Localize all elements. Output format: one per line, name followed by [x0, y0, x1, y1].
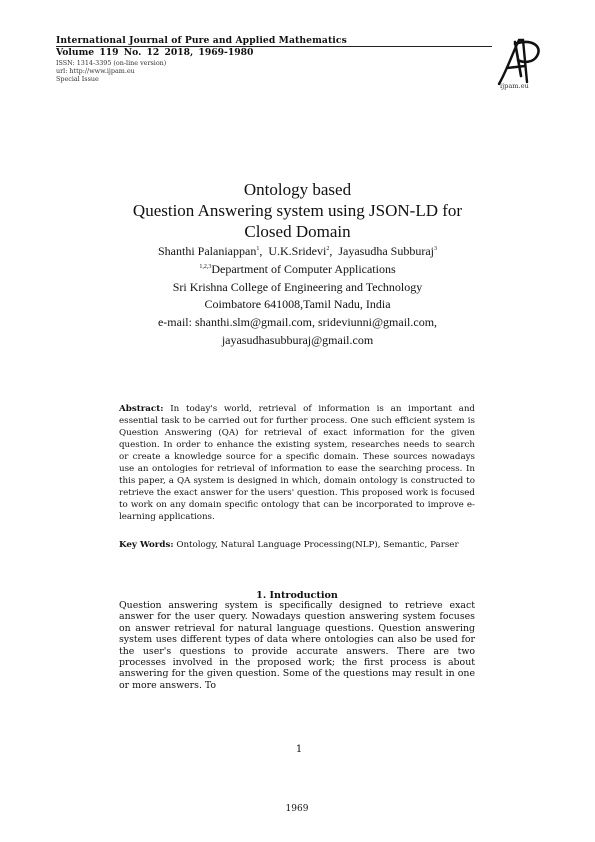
author-2: U.K.Sridevi — [268, 244, 327, 258]
author-3-affil: 3 — [433, 246, 437, 252]
author-1-affil: 1 — [256, 246, 260, 252]
abstract — [119, 403, 475, 523]
author-1: Shanthi Palaniappan — [158, 244, 257, 258]
author-names: Shanthi Palaniappan$^1$, U.K.Sridevi$^2$, Jayasudha Subburaj$^3$ — [158, 244, 437, 258]
page-number: 1 — [295, 744, 303, 755]
url-line: url: http://www.ijpam.eu — [56, 67, 135, 75]
section-heading: 1. Introduction — [256, 590, 338, 601]
issue-type: Special Issue — [56, 75, 99, 83]
location: Coimbatore 641008,Tamil Nadu, India — [204, 297, 391, 312]
title-line-2: Question Answering system using JSON-LD for — [132, 201, 463, 220]
author-2-affil: 2 — [326, 246, 330, 252]
journal-logo — [493, 36, 545, 88]
title-line-3: Closed Domain — [244, 222, 351, 241]
department-affil: 1,2,3 — [199, 263, 212, 270]
author-block — [60, 243, 535, 350]
logo-caption: ijpam.eu — [500, 82, 529, 90]
keywords-label: Key Words: — [119, 540, 174, 550]
email-line-2: jayasudhasubburaj@gmail.com — [221, 332, 374, 347]
paper-title — [60, 179, 535, 242]
keywords — [119, 536, 475, 554]
department: $^{1,2,3}$Department of Computer Applications — [199, 261, 396, 276]
title-line-1: Ontology based — [243, 180, 352, 199]
issn-line: ISSN: 1314-3395 (on-line version) — [56, 59, 167, 67]
email-line-1: e-mail: shanthi.slm@gmail.com, srideviunni@gmail.com, — [157, 315, 438, 330]
keywords-text: Ontology, Natural Language Processing(NLP), Semantic, Parser — [176, 540, 459, 550]
journal-name: International Journal of Pure and Applied Mathematics — [56, 35, 347, 46]
abstract-text: In today's world, retrieval of information is an important and essential task to be carried out for further process. One such efficient system is Question Answering (QA) for retrieval of exact information for the given question. In order to enhance the existing system, researches needs to search or create a knowledge source for a specific domain. These sources nowadays use an ontologies for retrieval of information to ease the searching process. In this paper, a QA system is designed in which, domain ontology is constructed to retrieve the exact answer for the users' question. This proposed work is focused to work on any domain specific ontology that can be incorporated to improve e-learning applications. — [119, 404, 475, 522]
section-body: Question answering system is specifically designed to retrieve exact answer for the user query. Nowadays question answering system focuses on answer retrieval for natural language questions. Question answering system uses different types of data where ontologies can also be used for the user's questions to provide accurate answers. There are two processes involved in the proposed work; the first process is about answering for the given question. Some of the questions may result in one or more answers. To — [119, 600, 475, 691]
abstract-label: Abstract: — [119, 404, 164, 414]
journal-page-number: 1969 — [285, 804, 309, 814]
author-3: Jayasudha Subburaj — [338, 244, 434, 258]
college: Sri Krishna College of Engineering and Technology — [172, 279, 423, 294]
volume-line: Volume 119 No. 12 2018, 1969-1980 — [56, 47, 254, 58]
